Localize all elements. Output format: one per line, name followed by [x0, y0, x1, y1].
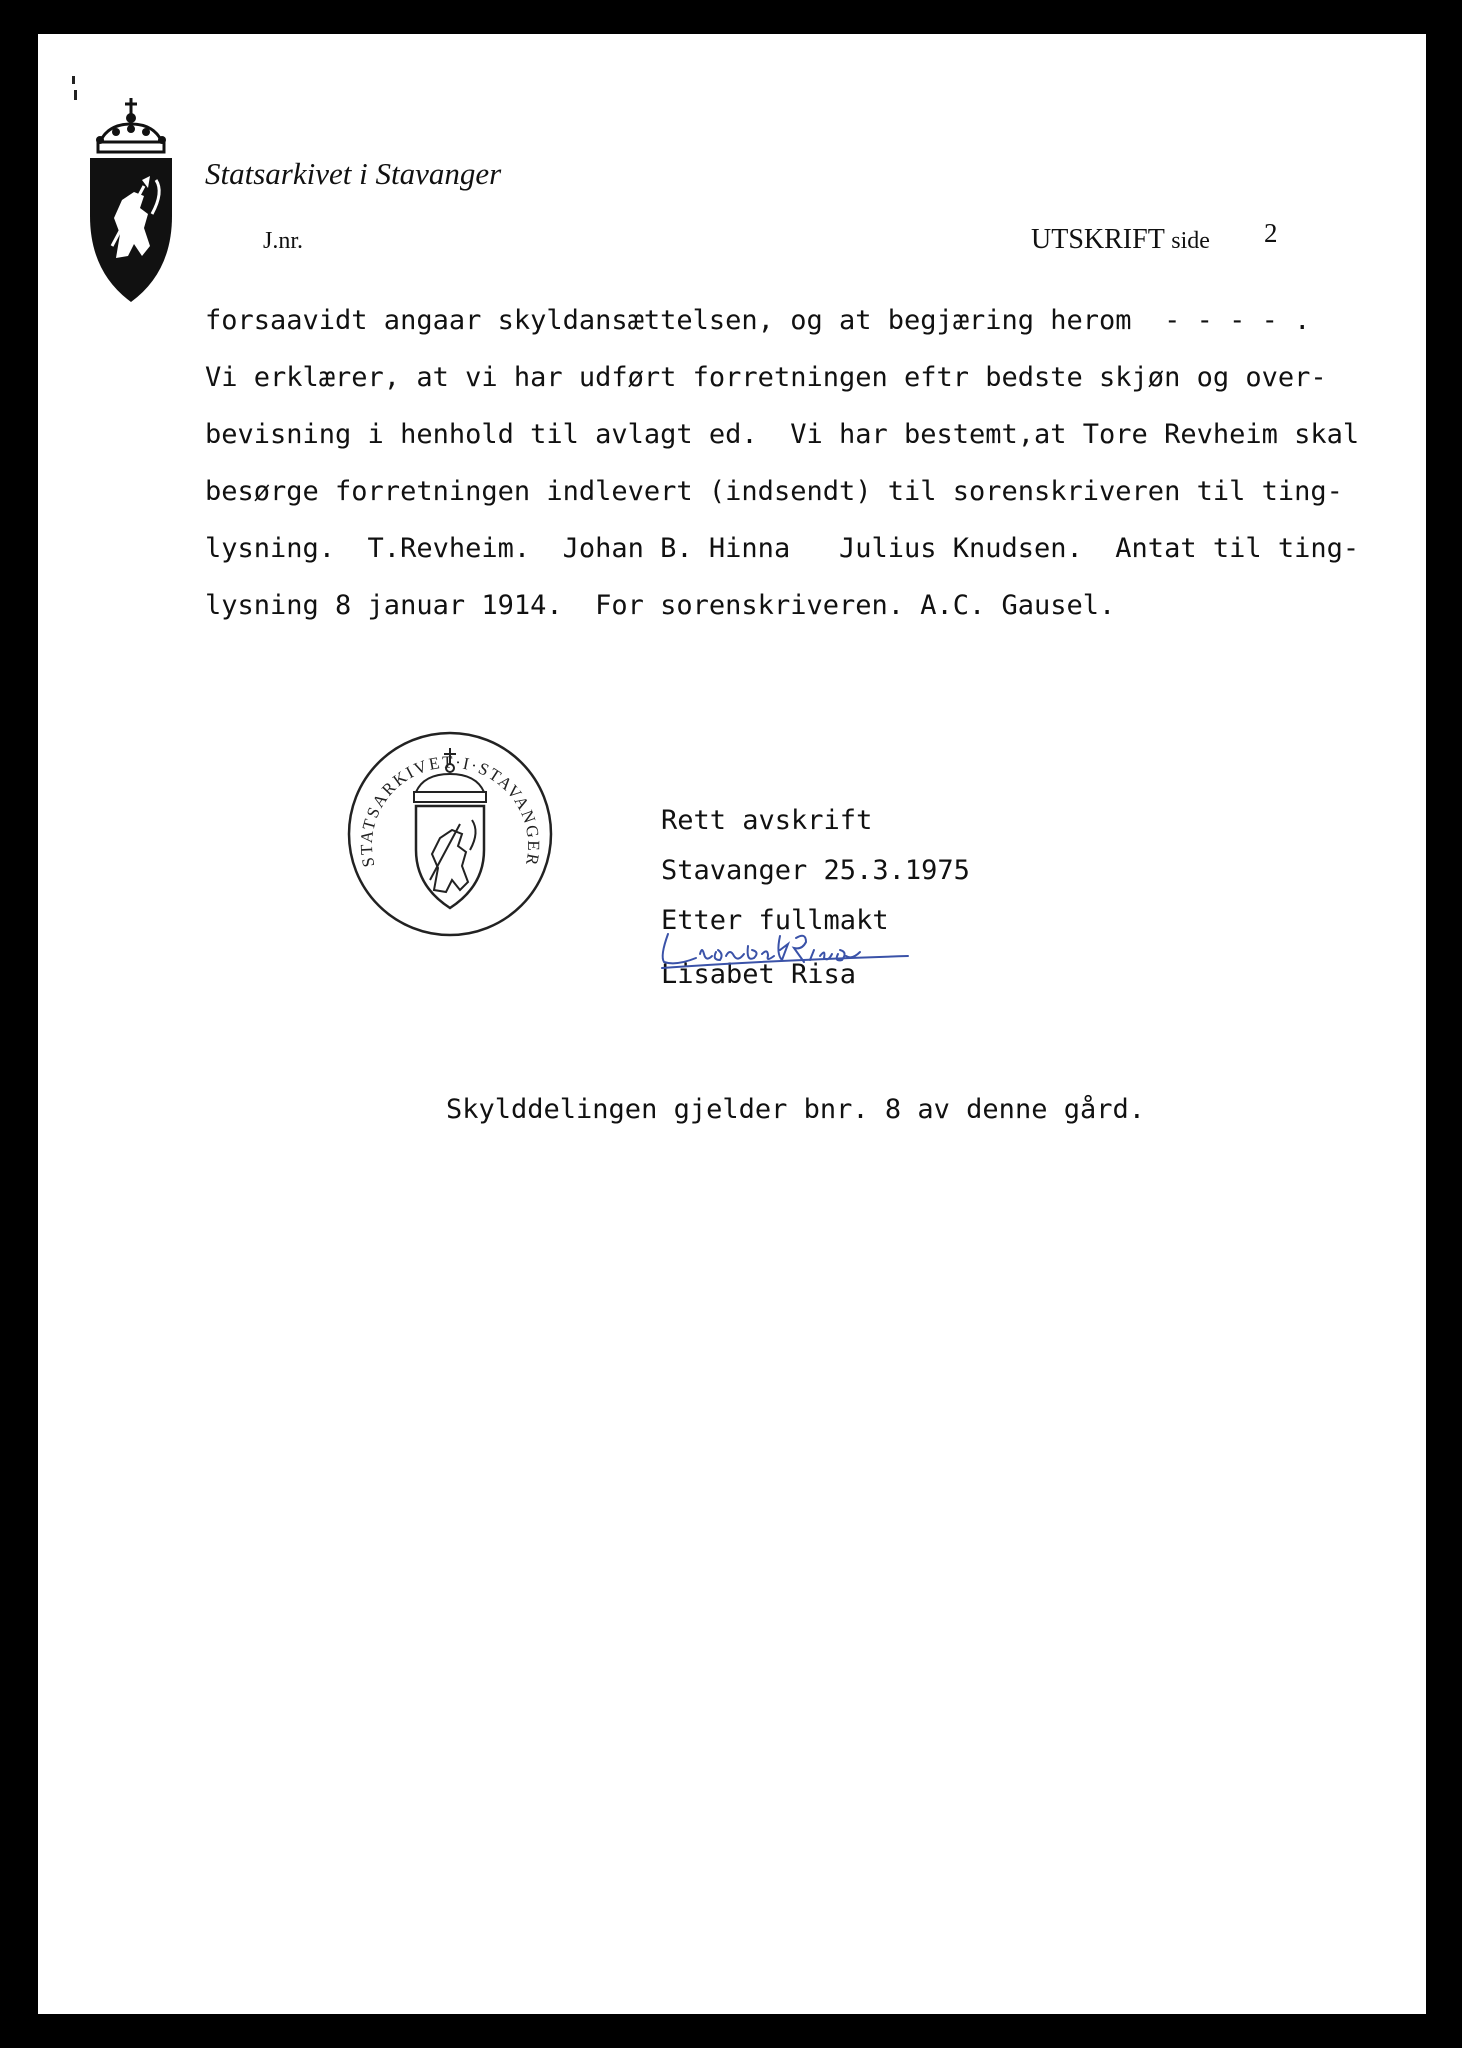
- page-number: 2: [1264, 218, 1278, 248]
- institution-name: Statsarkivet i Stavanger: [205, 156, 502, 191]
- scan-mark: [74, 90, 77, 100]
- body-line: bevisning i henhold til avlagt ed. Vi har bestemt,at Tore Revheim skal: [205, 419, 1360, 450]
- archive-seal-stamp: [346, 730, 554, 938]
- body-line: lysning 8 januar 1914. For sorenskriveren. A.C. Gausel.: [205, 590, 1116, 621]
- body-text: [205, 306, 1435, 648]
- svg-text:STATSARKIVET·I·STAVANGER: [357, 752, 543, 868]
- seal-text: STATSARKIVET·I·STAVANGER: [356, 752, 544, 869]
- attestation-line: Etter fullmakt: [661, 905, 889, 936]
- side-label: side: [1171, 228, 1210, 254]
- attestation-line: Rett avskrift: [661, 805, 873, 836]
- coat-of-arms-icon: [86, 96, 176, 306]
- handwritten-signature: [656, 926, 918, 972]
- body-line: lysning. T.Revheim. Johan B. Hinna Julius Knudsen. Antat til ting-: [205, 533, 1360, 564]
- utskrift-label: UTSKRIFT: [1031, 224, 1165, 255]
- attestation-line: Stavanger 25.3.1975: [661, 855, 970, 886]
- attestation-block: [661, 806, 970, 1010]
- footer-note: Skylddelingen gjelder bnr. 8 av denne gård.: [446, 1094, 1145, 1125]
- document-page: [38, 34, 1426, 2014]
- body-line: Vi erklærer, at vi har udført forretningen eftr bedste skjøn og over-: [205, 362, 1327, 393]
- body-line: besørge forretningen indlevert (indsendt) til sorenskriveren til ting-: [205, 476, 1343, 507]
- scan-mark: [72, 76, 75, 84]
- signatory-name: Lisabet Risa: [661, 959, 857, 990]
- journal-number-label: J.nr.: [263, 228, 304, 254]
- body-line: forsaavidt angaar skyldansættelsen, og at begjæring herom - - - - .: [205, 305, 1311, 336]
- utskrift-heading: [1031, 224, 1210, 256]
